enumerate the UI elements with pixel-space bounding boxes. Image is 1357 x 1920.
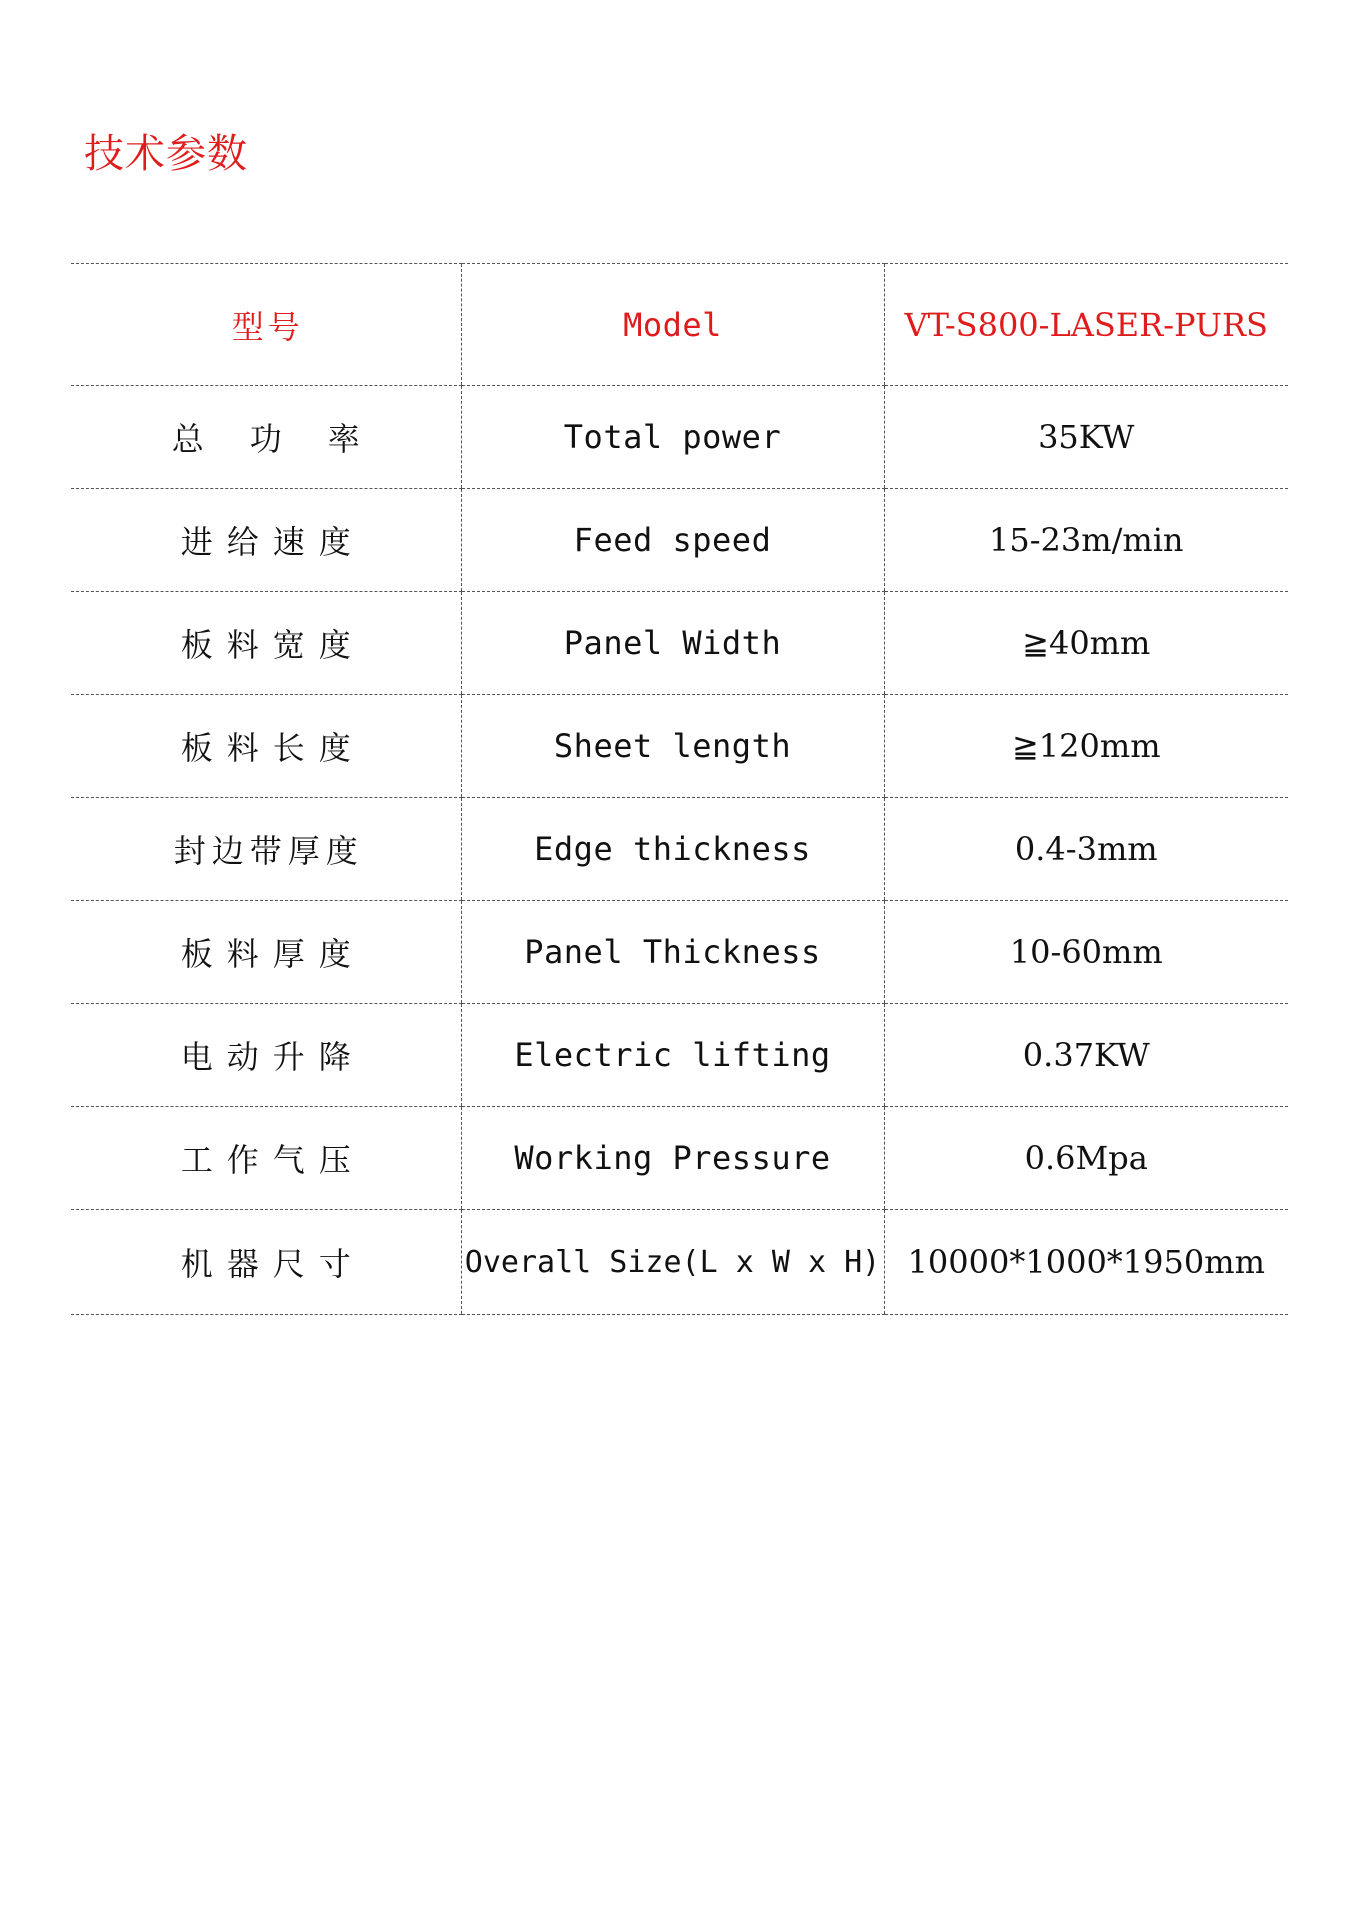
table-row	[71, 1004, 1288, 1107]
table-row	[71, 489, 1288, 592]
row-cn-cell: 总功率	[71, 386, 461, 489]
row-cn-cell: 进给速度	[71, 489, 461, 592]
row-en-cell: Overall Size(L x W x H)	[461, 1210, 884, 1315]
row-en-cell: Working Pressure	[461, 1107, 884, 1210]
row-cn-cell: 板料宽度	[71, 592, 461, 695]
row-cn-cell: 板料厚度	[71, 901, 461, 1004]
table-row	[71, 1107, 1288, 1210]
row-cn-cell: 封边带厚度	[71, 798, 461, 901]
table-row	[71, 901, 1288, 1004]
row-cn-cell: 工作气压	[71, 1107, 461, 1210]
row-value-cell: 15-23m/min	[884, 489, 1288, 592]
row-en-cell: Sheet length	[461, 695, 884, 798]
row-en-cell: Edge thickness	[461, 798, 884, 901]
row-value-cell: ≧40mm	[884, 592, 1288, 695]
table-row	[71, 386, 1288, 489]
table-row	[71, 798, 1288, 901]
row-value-cell: 0.37KW	[884, 1004, 1288, 1107]
row-en-cell: Electric lifting	[461, 1004, 884, 1107]
row-value-cell: ≧120mm	[884, 695, 1288, 798]
row-en-cell: Panel Width	[461, 592, 884, 695]
row-value-cell: 10-60mm	[884, 901, 1288, 1004]
row-en-cell: Total power	[461, 386, 884, 489]
header-cn-cell: 型号	[71, 264, 461, 386]
row-cn-cell: 电动升降	[71, 1004, 461, 1107]
row-value-cell: 0.4-3mm	[884, 798, 1288, 901]
header-value-cell: VT-S800-LASER-PURS	[884, 264, 1288, 386]
row-en-cell: Feed speed	[461, 489, 884, 592]
row-cn-cell: 机器尺寸	[71, 1210, 461, 1315]
row-value-cell: 35KW	[884, 386, 1288, 489]
spec-table	[71, 263, 1288, 1315]
table-row	[71, 592, 1288, 695]
row-value-cell: 10000*1000*1950mm	[884, 1210, 1288, 1315]
table-header-row	[71, 264, 1288, 386]
table-row	[71, 1210, 1288, 1315]
row-en-cell: Panel Thickness	[461, 901, 884, 1004]
page-title: 技术参数	[84, 131, 248, 177]
row-value-cell: 0.6Mpa	[884, 1107, 1288, 1210]
row-cn-cell: 板料长度	[71, 695, 461, 798]
header-en-cell: Model	[461, 264, 884, 386]
table-row	[71, 695, 1288, 798]
